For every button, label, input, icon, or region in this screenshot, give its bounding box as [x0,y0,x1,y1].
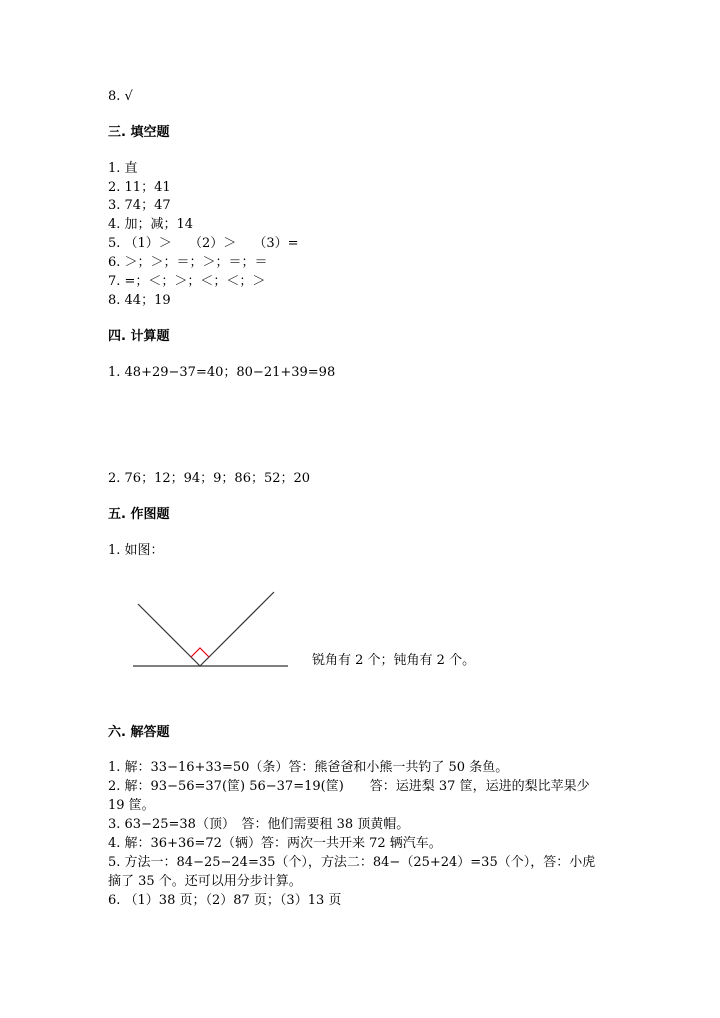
answer-line: 5. （1）＞ （2）＞ （3）= [108,236,299,251]
answer-line: 2. 76；12；94；9；86；52；20 [108,471,311,486]
answer-line: 5. 方法一：84−25−24=35（个），方法二：84−（25+24）=35（个），答：小虎 [108,855,596,870]
answer-line: 19 筐。 [108,798,155,813]
answer-line: 6. （1）38 页；（2）87 页；（3）13 页 [108,893,342,908]
right-ray [200,592,274,666]
left-ray [138,604,200,666]
answer-line: 4. 加；减；14 [108,217,194,232]
answer-line: 1. 如图： [108,543,164,558]
answer-line: 3. 74；47 [108,198,171,213]
answer-line: 2. 11；41 [108,180,171,195]
answer-line: 7. =；＜；＞；＜；＜；＞ [108,274,266,289]
figure-caption: 锐角有 2 个；钝角有 2 个。 [312,653,476,668]
angle-figure [128,588,298,678]
answer-line: 6. ＞；＞；＝；＞；＝；＝ [108,255,268,270]
section-title: 四. 计算题 [108,329,170,344]
section-title: 三. 填空题 [108,125,170,140]
section-title: 六. 解答题 [108,725,170,740]
answer-line: 3. 63−25=38（顶） 答：他们需要租 38 顶黄帽。 [108,817,410,832]
answer-line: 摘了 35 个。还可以用分步计算。 [108,874,302,889]
answer-line: 8. 44；19 [108,293,171,308]
section-title: 五. 作图题 [108,507,170,522]
answer-line: 4. 解：36+36=72（辆）答：两次一共开来 72 辆汽车。 [108,836,442,851]
right-angle-mark [191,648,209,657]
answer-line: 1. 直 [108,161,138,176]
answer-line: 1. 解：33−16+33=50（条）答：熊爸爸和小熊一共钓了 50 条鱼。 [108,760,509,775]
answer-line: 1. 48+29−37=40；80−21+39=98 [108,365,336,380]
answer-line: 2. 解：93−56=37(筐) 56−37=19(筐) 答：运进梨 37 筐，运进的梨比苹果少 [108,779,590,794]
answer-line: 8. √ [108,89,133,104]
